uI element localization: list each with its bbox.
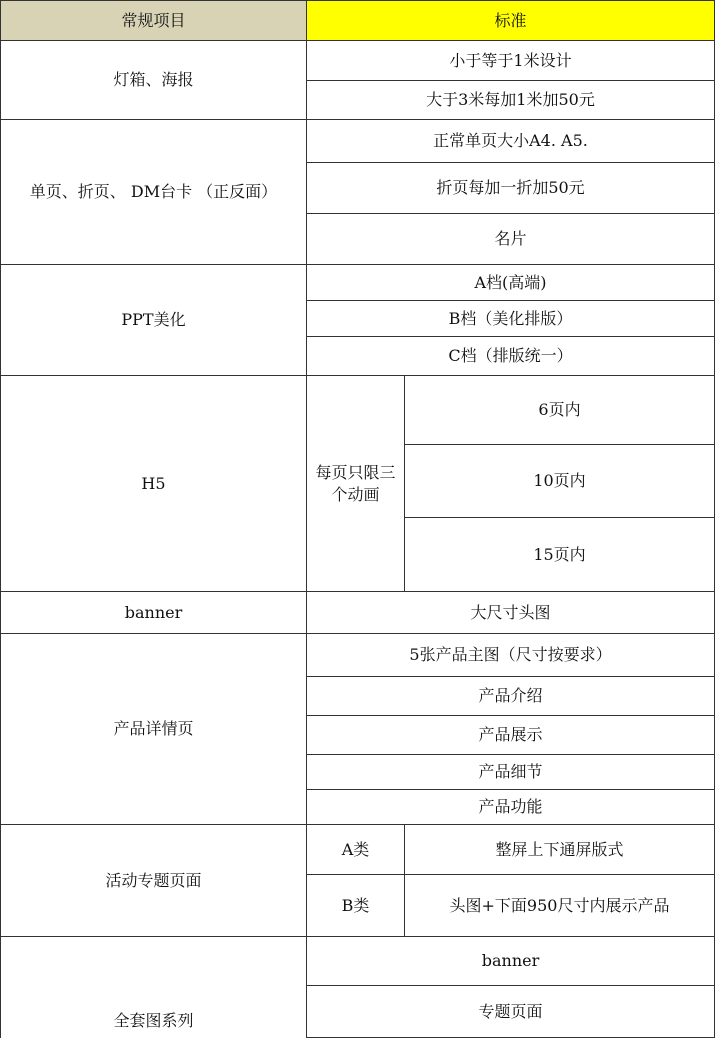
header-item: 常规项目 [1, 1, 307, 41]
ppt-row: B档（美化排版） [307, 301, 715, 337]
flyer-label: 单页、折页、 DM台卡 （正反面） [1, 120, 307, 265]
flyer-row: 折页每加一折加50元 [307, 163, 715, 214]
banner-label: banner [1, 592, 307, 634]
ppt-label: PPT美化 [1, 265, 307, 376]
h5-label: H5 [1, 376, 307, 592]
fullset-label: 全套图系列 [1, 937, 307, 1038]
lightbox-label: 灯箱、海报 [1, 41, 307, 120]
ppt-row: C档（排版统一） [307, 337, 715, 376]
detail-row: 5张产品主图（尺寸按要求） [307, 634, 715, 677]
header-standard: 标准 [307, 1, 715, 41]
activity-desc: 头图+下面950尺寸内展示产品 [405, 875, 715, 937]
h5-animation-note: 每页只限三个动画 [307, 376, 405, 592]
flyer-row: 正常单页大小A4. A5. [307, 120, 715, 163]
ppt-row: A档(高端) [307, 265, 715, 301]
activity-label: 活动专题页面 [1, 825, 307, 937]
fullset-row: banner [307, 937, 715, 986]
flyer-row: 名片 [307, 214, 715, 265]
detail-label: 产品详情页 [1, 634, 307, 825]
banner-value: 大尺寸头图 [307, 592, 715, 634]
detail-row: 产品细节 [307, 755, 715, 790]
activity-desc: 整屏上下通屏版式 [405, 825, 715, 875]
lightbox-row: 大于3米每加1米加50元 [307, 81, 715, 120]
detail-row: 产品功能 [307, 790, 715, 825]
h5-row: 6页内 [405, 376, 715, 445]
detail-row: 产品展示 [307, 716, 715, 755]
h5-row: 10页内 [405, 445, 715, 518]
lightbox-row: 小于等于1米设计 [307, 41, 715, 81]
activity-type: A类 [307, 825, 405, 875]
activity-type: B类 [307, 875, 405, 937]
fullset-row: 专题页面 [307, 986, 715, 1038]
detail-row: 产品介绍 [307, 677, 715, 716]
h5-row: 15页内 [405, 518, 715, 592]
